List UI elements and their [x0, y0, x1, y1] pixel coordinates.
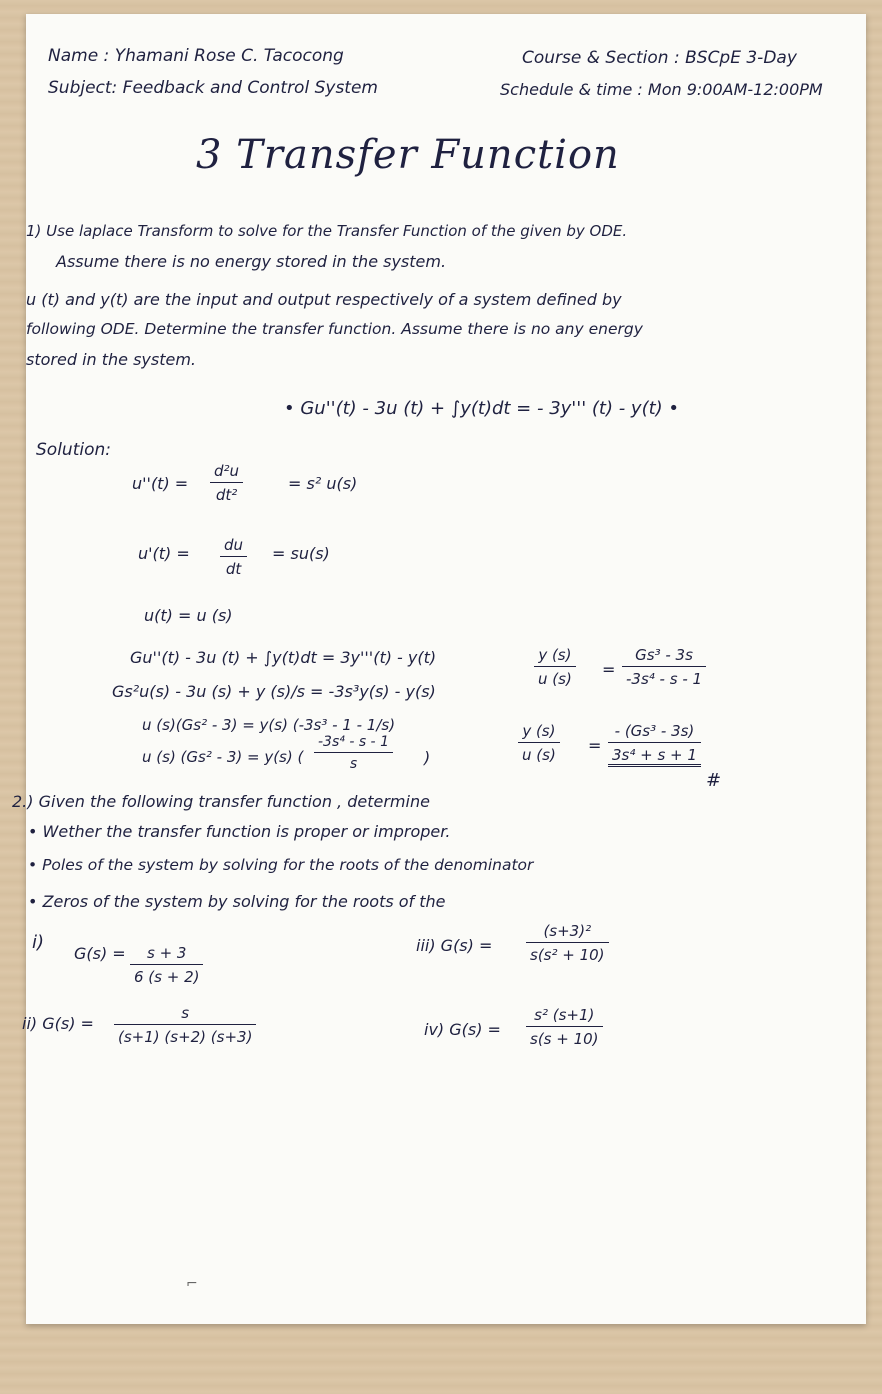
- problem1-line4: following ODE. Determine the transfer function. Assume there is no any energy: [26, 320, 643, 338]
- paper-fleck: ⌐: [186, 1276, 198, 1292]
- fraction-denominator: dt²: [210, 482, 243, 504]
- second-derivative-fraction: [210, 462, 243, 504]
- fraction-denominator: u (s): [518, 742, 560, 764]
- fraction-denominator: dt: [220, 556, 247, 578]
- problem2-bullet-proper: • Wether the transfer function is proper or improper.: [28, 822, 451, 841]
- fraction-denominator: s(s² + 10): [526, 942, 609, 964]
- ratio-1-equals: =: [602, 660, 616, 679]
- problem2-bullet-zeros: • Zeros of the system by solving for the roots of the: [28, 892, 446, 911]
- fraction-numerator: - (Gs³ - 3s): [614, 722, 695, 740]
- fraction-denominator: s: [314, 752, 393, 772]
- final-transfer-function: [608, 722, 701, 767]
- first-derivative-fraction: [220, 536, 247, 578]
- fraction-denominator: (s+1) (s+2) (s+3): [114, 1024, 256, 1046]
- part-i-fraction: [130, 944, 203, 986]
- problem2-intro: 2.) Given the following transfer function , determine: [12, 792, 430, 811]
- solution-label: Solution:: [36, 440, 111, 460]
- fraction-numerator: Gs³ - 3s: [635, 646, 693, 664]
- fraction-denominator: u (s): [534, 666, 576, 688]
- ratio-2-equals: =: [588, 736, 602, 755]
- second-derivative-lhs: u''(t) =: [132, 474, 189, 493]
- fraction-denominator: s(s + 10): [526, 1026, 603, 1048]
- ode-equation: • Gu''(t) - 3u (t) + ∫y(t)dt = - 3y''' (t) - y(t) •: [284, 398, 680, 419]
- first-derivative-lhs: u'(t) =: [138, 544, 190, 563]
- part-ii-label: ii) G(s) =: [22, 1014, 94, 1033]
- problem1-line2: Assume there is no energy stored in the system.: [56, 252, 447, 271]
- fraction-numerator: y (s): [522, 722, 556, 740]
- part-iv-label: iv) G(s) =: [424, 1020, 501, 1039]
- problem1-line3: u (t) and y(t) are the input and output respectively of a system defined by: [26, 290, 622, 309]
- part-iv-fraction: [526, 1006, 603, 1048]
- fraction-numerator: du: [224, 536, 244, 554]
- second-derivative-rhs: = s² u(s): [288, 474, 358, 493]
- first-derivative-rhs: = su(s): [272, 544, 330, 563]
- fraction-numerator: s: [181, 1004, 190, 1022]
- fraction-numerator: d²u: [214, 462, 240, 480]
- fraction-denominator: 6 (s + 2): [130, 964, 203, 986]
- course-section: Course & Section : BSCpE 3-Day: [522, 48, 797, 68]
- part-iii-fraction: [526, 922, 609, 964]
- problem1-line1: 1) Use laplace Transform to solve for the Transfer Function of the given by ODE.: [26, 222, 628, 240]
- part-i-label: i): [32, 932, 45, 953]
- solution-step-2: Gs²u(s) - 3u (s) + y (s)/s = -3s³y(s) - y(s): [112, 682, 436, 701]
- subject-line: Subject: Feedback and Control System: [48, 78, 378, 98]
- part-ii-fraction: [114, 1004, 256, 1046]
- fraction-denominator: 3s⁴ + s + 1: [608, 742, 701, 764]
- final-answer-mark: #: [706, 770, 722, 791]
- fraction-numerator: s + 3: [147, 944, 187, 962]
- problem2-bullet-poles: • Poles of the system by solving for the roots of the denominator: [28, 856, 534, 874]
- fraction-numerator: s² (s+1): [534, 1006, 595, 1024]
- ratio-1-expression: [622, 646, 706, 688]
- solution-step-3: u (s)(Gs² - 3) = y(s) (-3s³ - 1 - 1/s): [142, 716, 396, 734]
- step-4-fraction: [314, 734, 393, 772]
- paper-sheet: [12, 14, 866, 1324]
- part-i-lhs: G(s) =: [74, 944, 126, 963]
- schedule-time: Schedule & time : Mon 9:00AM-12:00PM: [500, 80, 823, 99]
- fraction-denominator: -3s⁴ - s - 1: [622, 666, 706, 688]
- student-name: Name : Yhamani Rose C. Tacocong: [48, 46, 344, 66]
- step-4-close-paren: ): [424, 748, 431, 767]
- ratio-2-output-over-input: [518, 722, 560, 764]
- fraction-numerator: -3s⁴ - s - 1: [318, 734, 389, 750]
- ratio-1-output-over-input: [534, 646, 576, 688]
- solution-step-4-left: u (s) (Gs² - 3) = y(s) (: [142, 748, 304, 766]
- solution-step-1: Gu''(t) - 3u (t) + ∫y(t)dt = 3y'''(t) - y(t): [130, 648, 437, 667]
- fraction-numerator: (s+3)²: [543, 922, 592, 940]
- page-title: 3 Transfer Function: [196, 132, 620, 178]
- part-iii-label: iii) G(s) =: [416, 936, 493, 955]
- problem1-line5: stored in the system.: [26, 350, 197, 369]
- zero-derivative: u(t) = u (s): [144, 606, 233, 625]
- fraction-numerator: y (s): [538, 646, 572, 664]
